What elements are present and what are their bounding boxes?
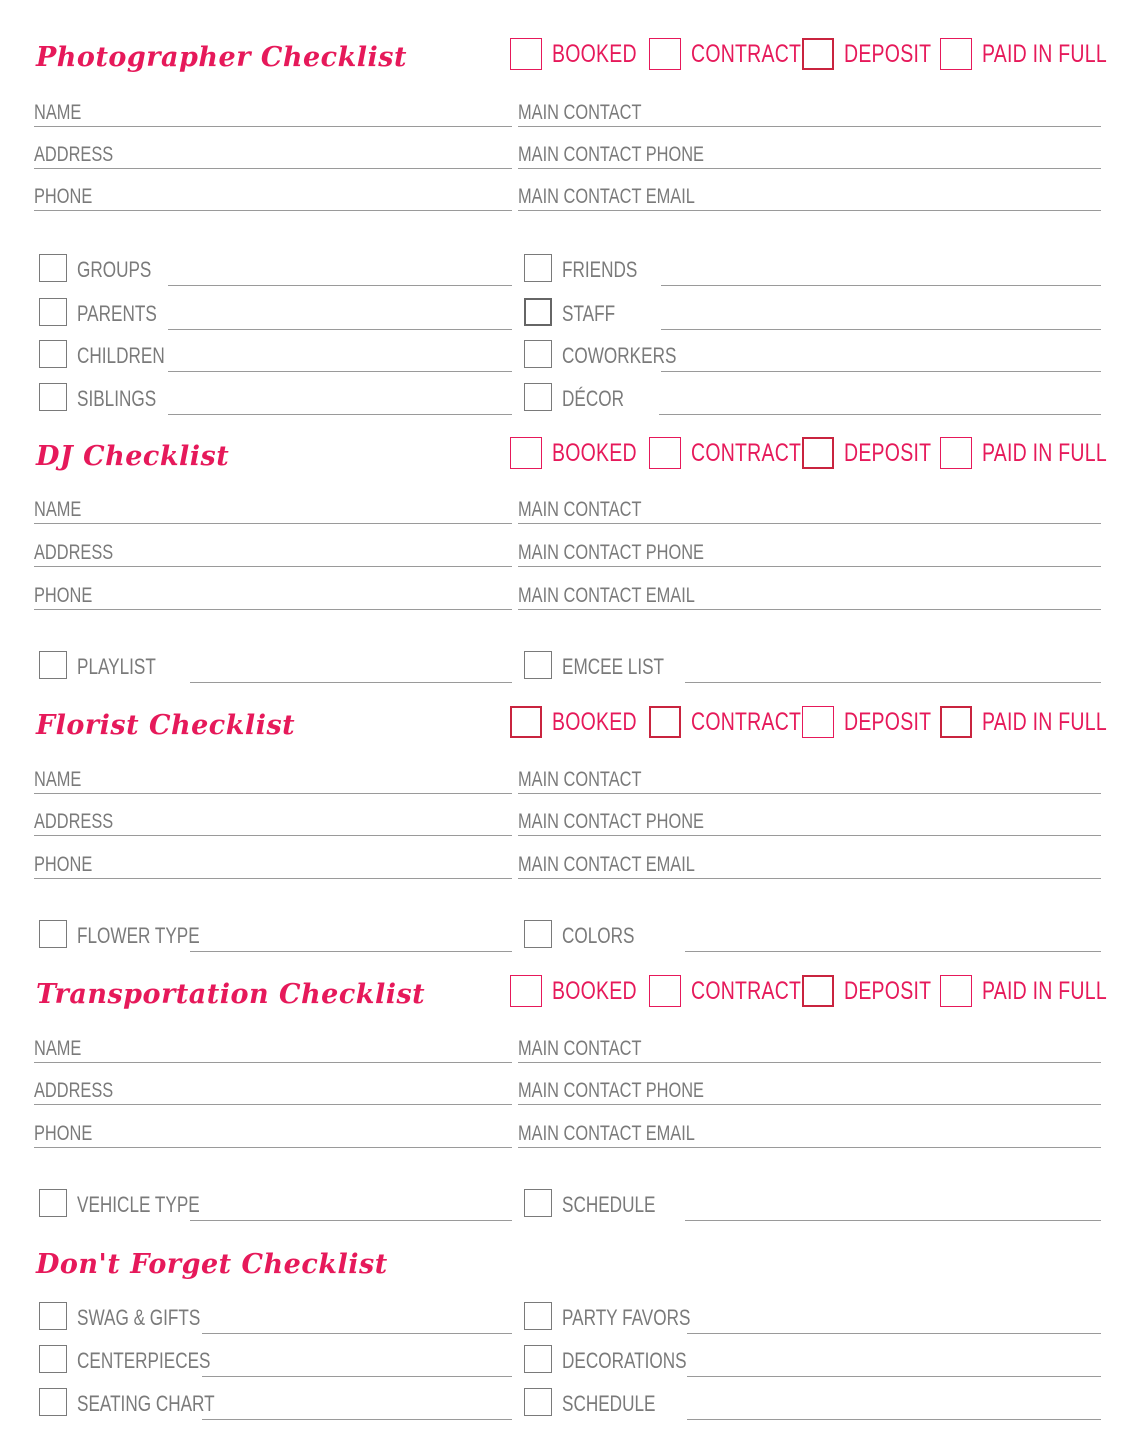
swag-gifts-label: SWAG & GIFTS [77,1305,201,1330]
phone-field[interactable] [34,182,512,211]
paid-in-full-checkbox[interactable] [940,38,972,70]
decorations-line[interactable] [687,1376,1101,1377]
schedule-checkbox[interactable] [524,1189,552,1217]
address-field[interactable] [34,807,512,836]
deposit-checkbox[interactable] [802,38,834,70]
staff-checkbox[interactable] [524,298,552,326]
seating-chart-label: SEATING CHART [77,1391,215,1416]
main-contact-field[interactable] [518,1034,1101,1063]
centerpieces-checkbox[interactable] [39,1345,67,1373]
vehicle-type-line[interactable] [190,1220,512,1221]
coworkers-line[interactable] [661,371,1101,372]
checklist-item-schedule[interactable] [524,1388,1101,1420]
contract-checkbox[interactable] [649,437,681,469]
booked-label: BOOKED [552,708,637,736]
booked-label: BOOKED [552,977,637,1005]
deposit-label: DEPOSIT [844,708,932,736]
checklist-item-swag-gifts[interactable] [39,1302,512,1334]
flower-type-label: FLOWER TYPE [77,923,200,948]
booked-checkbox[interactable] [510,975,542,1007]
name-label: NAME [34,1037,82,1060]
contract-checkbox[interactable] [649,38,681,70]
booked-checkbox[interactable] [510,38,542,70]
main-contact-phone-label: MAIN CONTACT PHONE [518,1079,704,1102]
main-contact-field[interactable] [518,765,1101,794]
staff-label: STAFF [562,301,616,326]
main-contact-email-field[interactable] [518,182,1101,211]
parents-checkbox[interactable] [39,298,67,326]
contract-checkbox[interactable] [649,975,681,1007]
main-contact-phone-field[interactable] [518,140,1101,169]
checklist-item-decorations[interactable] [524,1345,1101,1377]
checklist-item-seating-chart[interactable] [39,1388,512,1420]
address-field[interactable] [34,1076,512,1105]
deposit-checkbox[interactable] [802,437,834,469]
name-field[interactable] [34,1034,512,1063]
party-favors-checkbox[interactable] [524,1302,552,1330]
florist-status [510,704,1105,744]
children-checkbox[interactable] [39,340,67,368]
emcee-list-checkbox[interactable] [524,651,552,679]
name-label: NAME [34,101,82,124]
checklist-item-friends[interactable] [524,254,1101,286]
paid-in-full-checkbox[interactable] [940,975,972,1007]
checklist-item-playlist[interactable] [39,651,512,683]
name-field[interactable] [34,98,512,127]
main-contact-phone-field[interactable] [518,538,1101,567]
address-label: ADDRESS [34,1079,114,1102]
deposit-label: DEPOSIT [844,977,932,1005]
main-contact-phone-label: MAIN CONTACT PHONE [518,541,704,564]
photographer-title: Photographer Checklist [36,42,407,73]
flower-type-line[interactable] [190,951,512,952]
coworkers-label: COWORKERS [562,343,677,368]
photographer-status [510,36,1105,76]
booked-checkbox[interactable] [510,706,542,738]
groups-line[interactable] [168,285,512,286]
main-contact-email-field[interactable] [518,1119,1101,1148]
emcee-list-label: EMCEE LIST [562,654,665,679]
phone-field[interactable] [34,581,512,610]
dj-status [510,435,1105,475]
contract-label: CONTRACT [691,439,802,467]
transportation-title: Transportation Checklist [36,979,426,1010]
contract-label: CONTRACT [691,977,802,1005]
address-label: ADDRESS [34,810,114,833]
paid-in-full-checkbox[interactable] [940,706,972,738]
contract-checkbox[interactable] [649,706,681,738]
main-contact-email-label: MAIN CONTACT EMAIL [518,185,695,208]
phone-field[interactable] [34,850,512,879]
colors-label: COLORS [562,923,635,948]
emcee-list-line[interactable] [685,682,1101,683]
phone-label: PHONE [34,853,93,876]
decorations-checkbox[interactable] [524,1345,552,1373]
checklist-item-parents[interactable] [39,298,512,330]
main-contact-email-label: MAIN CONTACT EMAIL [518,853,695,876]
centerpieces-label: CENTERPIECES [77,1348,211,1373]
checklist-item-staff[interactable] [524,298,1101,330]
checklist-item-centerpieces[interactable] [39,1345,512,1377]
transportation-status [510,973,1105,1013]
vehicle-type-label: VEHICLE TYPE [77,1192,200,1217]
main-contact-email-label: MAIN CONTACT EMAIL [518,584,695,607]
flower-type-checkbox[interactable] [39,920,67,948]
schedule-line[interactable] [687,1419,1101,1420]
main-contact-phone-field[interactable] [518,1076,1101,1105]
contract-label: CONTRACT [691,708,802,736]
name-field[interactable] [34,765,512,794]
schedule-label: SCHEDULE [562,1391,656,1416]
centerpieces-line[interactable] [202,1376,512,1377]
swag-gifts-checkbox[interactable] [39,1302,67,1330]
decor-label: DÉCOR [562,386,624,411]
checklist-item-emcee-list[interactable] [524,651,1101,683]
checklist-item-coworkers[interactable] [524,340,1101,372]
address-label: ADDRESS [34,541,114,564]
name-label: NAME [34,768,82,791]
main-contact-phone-label: MAIN CONTACT PHONE [518,143,704,166]
name-label: NAME [34,498,82,521]
deposit-checkbox[interactable] [802,706,834,738]
phone-label: PHONE [34,584,93,607]
main-contact-label: MAIN CONTACT [518,1037,642,1060]
address-field[interactable] [34,538,512,567]
staff-line[interactable] [661,329,1101,330]
party-favors-line[interactable] [687,1333,1101,1334]
checklist-item-colors[interactable] [524,920,1101,952]
checklist-item-decor[interactable] [524,383,1101,415]
main-contact-phone-label: MAIN CONTACT PHONE [518,810,704,833]
paid-in-full-label: PAID IN FULL [982,40,1107,68]
friends-checkbox[interactable] [524,254,552,282]
checklist-item-groups[interactable] [39,254,512,286]
address-field[interactable] [34,140,512,169]
friends-label: FRIENDS [562,257,638,282]
schedule-line[interactable] [685,1220,1101,1221]
paid-in-full-label: PAID IN FULL [982,708,1107,736]
florist-title: Florist Checklist [36,710,296,741]
checklist-item-vehicle-type[interactable] [39,1189,512,1221]
paid-in-full-label: PAID IN FULL [982,977,1107,1005]
checklist-item-siblings[interactable] [39,383,512,415]
children-label: CHILDREN [77,343,165,368]
deposit-label: DEPOSIT [844,439,932,467]
siblings-label: SIBLINGS [77,386,157,411]
parents-label: PARENTS [77,301,157,326]
schedule-checkbox[interactable] [524,1388,552,1416]
paid-in-full-checkbox[interactable] [940,437,972,469]
playlist-label: PLAYLIST [77,654,156,679]
seating-chart-line[interactable] [202,1419,512,1420]
colors-checkbox[interactable] [524,920,552,948]
dj-title: DJ Checklist [36,441,230,472]
main-contact-email-field[interactable] [518,850,1101,879]
groups-checkbox[interactable] [39,254,67,282]
main-contact-field[interactable] [518,98,1101,127]
deposit-checkbox[interactable] [802,975,834,1007]
decorations-label: DECORATIONS [562,1348,687,1373]
contract-label: CONTRACT [691,40,802,68]
name-field[interactable] [34,495,512,524]
checklist-item-children[interactable] [39,340,512,372]
main-contact-label: MAIN CONTACT [518,498,642,521]
phone-field[interactable] [34,1119,512,1148]
playlist-line[interactable] [190,682,512,683]
phone-label: PHONE [34,185,93,208]
siblings-checkbox[interactable] [39,383,67,411]
main-contact-email-label: MAIN CONTACT EMAIL [518,1122,695,1145]
groups-label: GROUPS [77,257,152,282]
parents-line[interactable] [168,329,512,330]
party-favors-label: PARTY FAVORS [562,1305,691,1330]
friends-line[interactable] [661,285,1101,286]
main-contact-email-field[interactable] [518,581,1101,610]
deposit-label: DEPOSIT [844,40,932,68]
main-contact-label: MAIN CONTACT [518,768,642,791]
colors-line[interactable] [685,951,1101,952]
seating-chart-checkbox[interactable] [39,1388,67,1416]
siblings-line[interactable] [168,414,512,415]
decor-checkbox[interactable] [524,383,552,411]
checklist-item-flower-type[interactable] [39,920,512,952]
main-contact-phone-field[interactable] [518,807,1101,836]
dont-forget-title: Don't Forget Checklist [36,1249,388,1280]
main-contact-field[interactable] [518,495,1101,524]
booked-label: BOOKED [552,40,637,68]
main-contact-label: MAIN CONTACT [518,101,642,124]
paid-in-full-label: PAID IN FULL [982,439,1107,467]
address-label: ADDRESS [34,143,114,166]
checklist-item-schedule[interactable] [524,1189,1101,1221]
checklist-item-party-favors[interactable] [524,1302,1101,1334]
swag-gifts-line[interactable] [202,1333,512,1334]
vehicle-type-checkbox[interactable] [39,1189,67,1217]
booked-label: BOOKED [552,439,637,467]
schedule-label: SCHEDULE [562,1192,656,1217]
phone-label: PHONE [34,1122,93,1145]
children-line[interactable] [168,371,512,372]
coworkers-checkbox[interactable] [524,340,552,368]
decor-line[interactable] [659,414,1101,415]
playlist-checkbox[interactable] [39,651,67,679]
booked-checkbox[interactable] [510,437,542,469]
